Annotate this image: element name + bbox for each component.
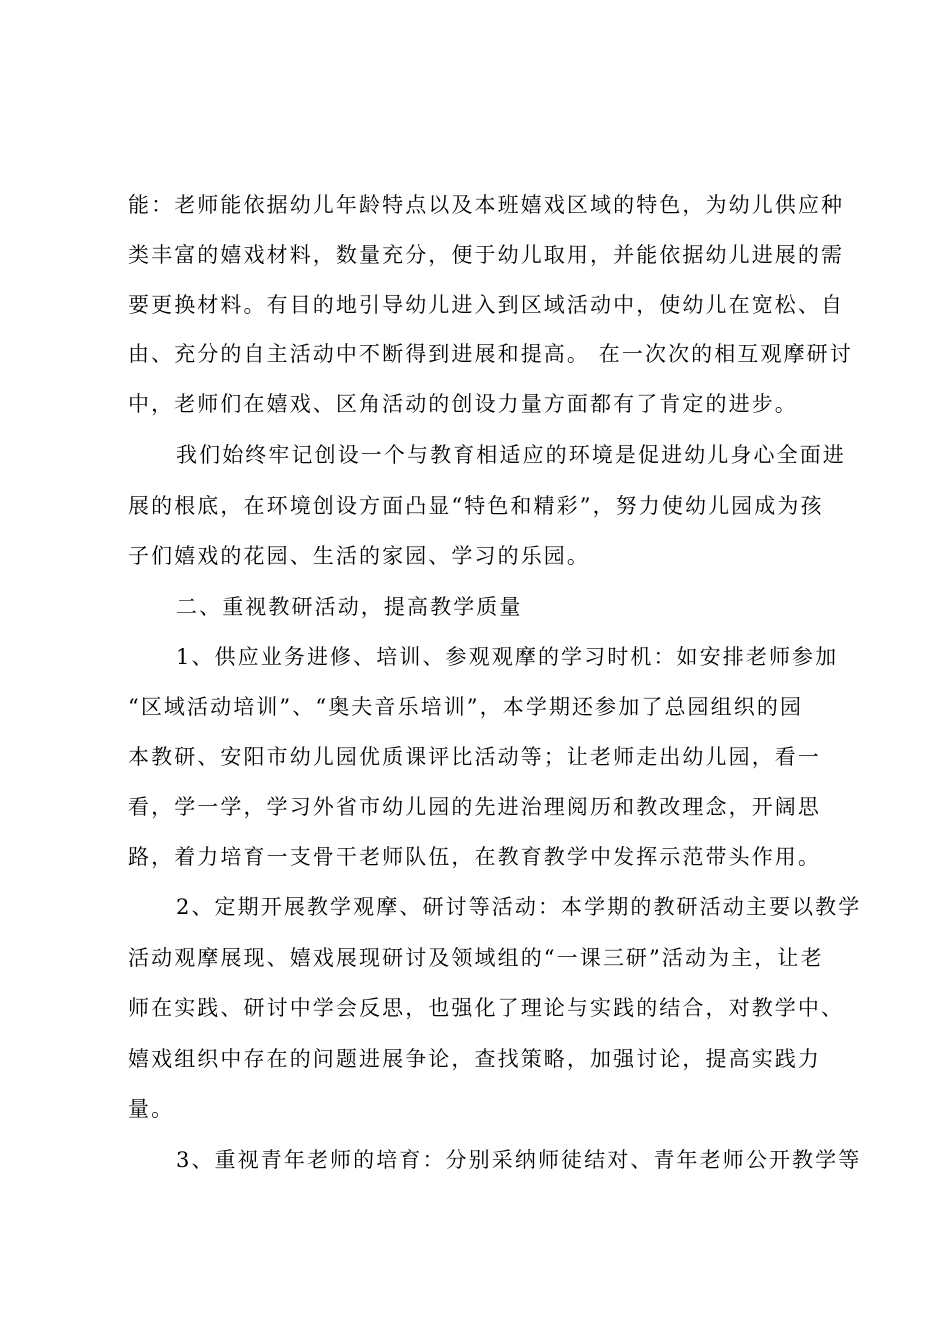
text-line: 活动观摩展现、嬉戏展现研讨及领域组的“一课三研”活动为主，让老 xyxy=(128,946,824,970)
text-line: 要更换材料。有目的地引导幼儿进入到区域活动中，使幼儿在宽松、自 xyxy=(128,293,845,317)
text-line: 量。 xyxy=(128,1097,175,1121)
text-line: 类丰富的嬉戏材料，数量充分，便于幼儿取用，并能依据幼儿进展的需 xyxy=(128,243,845,267)
paragraph-first-line: 1、供应业务进修、培训、参观观摩的学习时机：如安排老师参加 xyxy=(176,645,839,669)
text-line: 中，老师们在嬉戏、区角活动的创设力量方面都有了肯定的进步。 xyxy=(128,392,798,416)
text-line: 看，学一学，学习外省市幼儿园的先进治理阅历和教改理念，开阔思 xyxy=(128,795,821,819)
text-line: 子们嬉戏的花园、生活的家园、学习的乐园。 xyxy=(128,544,590,568)
paragraph-first-line: 2、定期开展教学观摩、研讨等活动：本学期的教研活动主要以教学 xyxy=(176,895,862,919)
text-line: 路，着力培育一支骨干老师队伍，在教育教学中发挥示范带头作用。 xyxy=(128,845,821,869)
section-heading: 二、重视教研活动，提高教学质量 xyxy=(176,595,523,619)
text-line: “区域活动培训”、“奥夫音乐培训”，本学期还参加了总园组织的园 xyxy=(128,695,804,719)
text-line: 师在实践、研讨中学会反思，也强化了理论与实践的结合，对教学中、 xyxy=(128,996,845,1020)
paragraph-first-line: 3、重视青年老师的培育：分别采纳师徒结对、青年老师公开教学等 xyxy=(176,1148,862,1172)
text-line: 嬉戏组织中存在的问题进展争论，查找策略，加强讨论，提高实践力 xyxy=(128,1047,821,1071)
text-line: 本教研、安阳市幼儿园优质课评比活动等；让老师走出幼儿园，看一 xyxy=(128,745,821,769)
paragraph-first-line: 我们始终牢记创设一个与教育相适应的环境是促进幼儿身心全面进 xyxy=(176,443,846,467)
text-line: 由、充分的自主活动中不断得到进展和提高。 在一次次的相互观摩研讨 xyxy=(128,342,853,366)
text-line: 能：老师能依据幼儿年龄特点以及本班嬉戏区域的特色，为幼儿供应种 xyxy=(128,193,845,217)
text-line: 展的根底，在环境创设方面凸显“特色和精彩”，努力使幼儿园成为孩 xyxy=(128,494,824,518)
